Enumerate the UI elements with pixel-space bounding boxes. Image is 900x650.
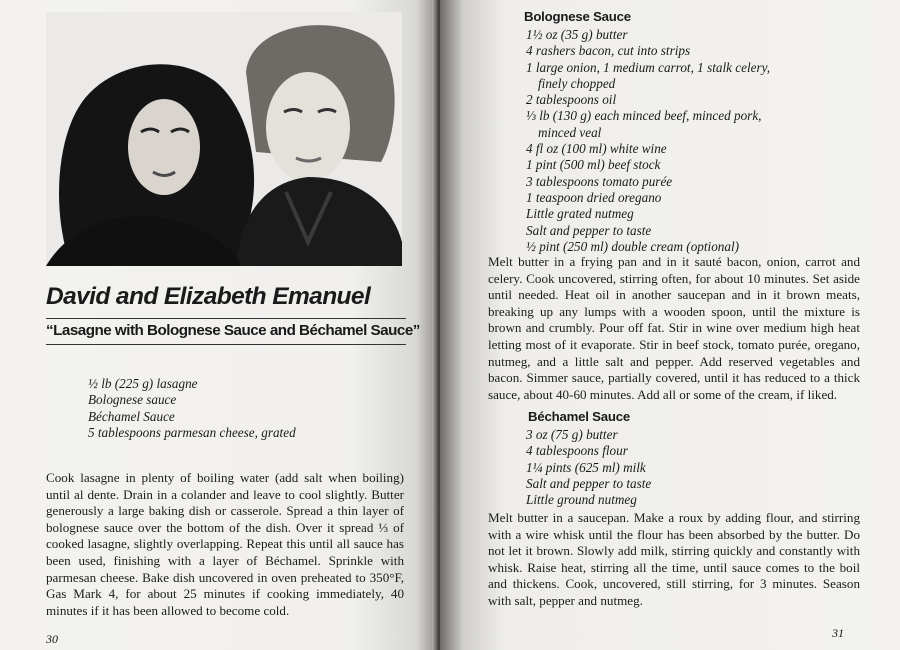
ingredient-item: Salt and pepper to taste xyxy=(526,475,652,491)
ingredient-item: Little ground nutmeg xyxy=(526,492,637,508)
ingredient-item: 3 tablespoons tomato purée xyxy=(526,173,673,189)
ingredient-item: 5 tablespoons parmesan cheese, grated xyxy=(88,424,296,440)
ingredient-item: Salt and pepper to taste xyxy=(526,222,652,238)
right-page xyxy=(440,0,900,650)
ingredient-item: ⅓ lb (130 g) each minced beef, minced pork, xyxy=(526,108,762,124)
author-name: David and Elizabeth Emanuel xyxy=(46,283,371,310)
ingredient-item: ½ lb (225 g) lasagne xyxy=(88,376,198,391)
bechamel-heading: Béchamel Sauce xyxy=(528,409,631,424)
page-number-right: 31 xyxy=(832,626,844,640)
ingredient-item: 1¼ pints (625 ml) milk xyxy=(526,459,646,475)
author-photo xyxy=(46,12,402,266)
ingredient-item: 4 rashers bacon, cut into strips xyxy=(526,43,691,59)
ingredient-item: 1 pint (500 ml) beef stock xyxy=(526,157,661,173)
title-rule-top xyxy=(46,318,406,319)
bechamel-ingredient-list xyxy=(526,427,651,508)
ingredient-item: minced veal xyxy=(538,124,602,140)
page-number-left: 30 xyxy=(46,632,58,646)
bolognese-ingredient-list xyxy=(526,27,770,255)
bechamel-method: Melt butter in a saucepan. Make a roux by adding flour, and stirring with a wire whisk until the flour has been absorbed by the butter. Do not let it brown. Slowly add milk, stirring quickly and constantly with whisk. Raise heat, stirring all the time, until sauce comes to the boil and thickens. Cook, uncovered, still stirring, for 3 minutes. Season with salt, pepper and nutmeg. xyxy=(488,510,860,608)
ingredient-item: Béchamel Sauce xyxy=(88,408,175,424)
bolognese-heading: Bolognese Sauce xyxy=(524,9,631,24)
lasagne-method: Cook lasagne in plenty of boiling water (add salt when boiling) until al dente. Drain in a colander and leave to cool slightly. Butter generously a large baking dish or casserole. Spread a thin layer of bolognese sauce over the bottom of the dish. Over it spread ⅓ of cooked lasagne, slightly overlapping. Repeat this until all sauce has been used, finishing with a layer of Béchamel. Sprinkle with parmesan cheese. Bake dish uncovered in oven preheated to 350°F, Gas Mark 4, for about 25 minutes if cooking immediately, 40 minutes if it has been allowed to become cold. xyxy=(46,470,404,618)
bolognese-method: Melt butter in a frying pan and in it sauté bacon, onion, carrot and celery. Cook uncovered, stirring often, for about 10 minutes. Set aside until needed. Heat oil in another saucepan and in it brown meats, breaking up any lumps with a wooden spoon, until the mixture is brown and crumbly. Pour off fat. Stir in wine over medium high heat letting most of it evaporate. Stir in beef stock, tomato purée, oregano, nutmeg, and a little salt and pepper. Add reserved vegetables and bacon. Simmer sauce, partially covered, until it has reduced to a thick sauce, about 40-60 minutes. Add all or some of the cream, if liked. xyxy=(488,254,860,402)
recipe-title: “Lasagne with Bolognese Sauce and Béchamel Sauce” xyxy=(46,322,420,339)
ingredient-item: 4 fl oz (100 ml) white wine xyxy=(526,141,667,157)
ingredient-item: 2 tablespoons oil xyxy=(526,92,617,108)
ingredient-item: finely chopped xyxy=(538,75,616,91)
ingredient-item: 1 teaspoon dried oregano xyxy=(526,189,662,205)
lasagne-ingredient-list xyxy=(88,376,296,441)
ingredient-item: 1 large onion, 1 medium carrot, 1 stalk celery, xyxy=(526,59,771,75)
left-page xyxy=(0,0,438,650)
ingredient-item: ½ pint (250 ml) double cream (optional) xyxy=(526,238,740,254)
ingredient-item: Bolognese sauce xyxy=(88,392,177,408)
ingredient-item: 3 oz (75 g) butter xyxy=(526,427,618,442)
ingredient-item: Little grated nutmeg xyxy=(526,206,634,222)
ingredient-item: 1½ oz (35 g) butter xyxy=(526,27,628,42)
ingredient-item: 4 tablespoons flour xyxy=(526,443,628,459)
title-rule-bottom xyxy=(46,344,406,345)
author-photo-image xyxy=(46,12,402,266)
